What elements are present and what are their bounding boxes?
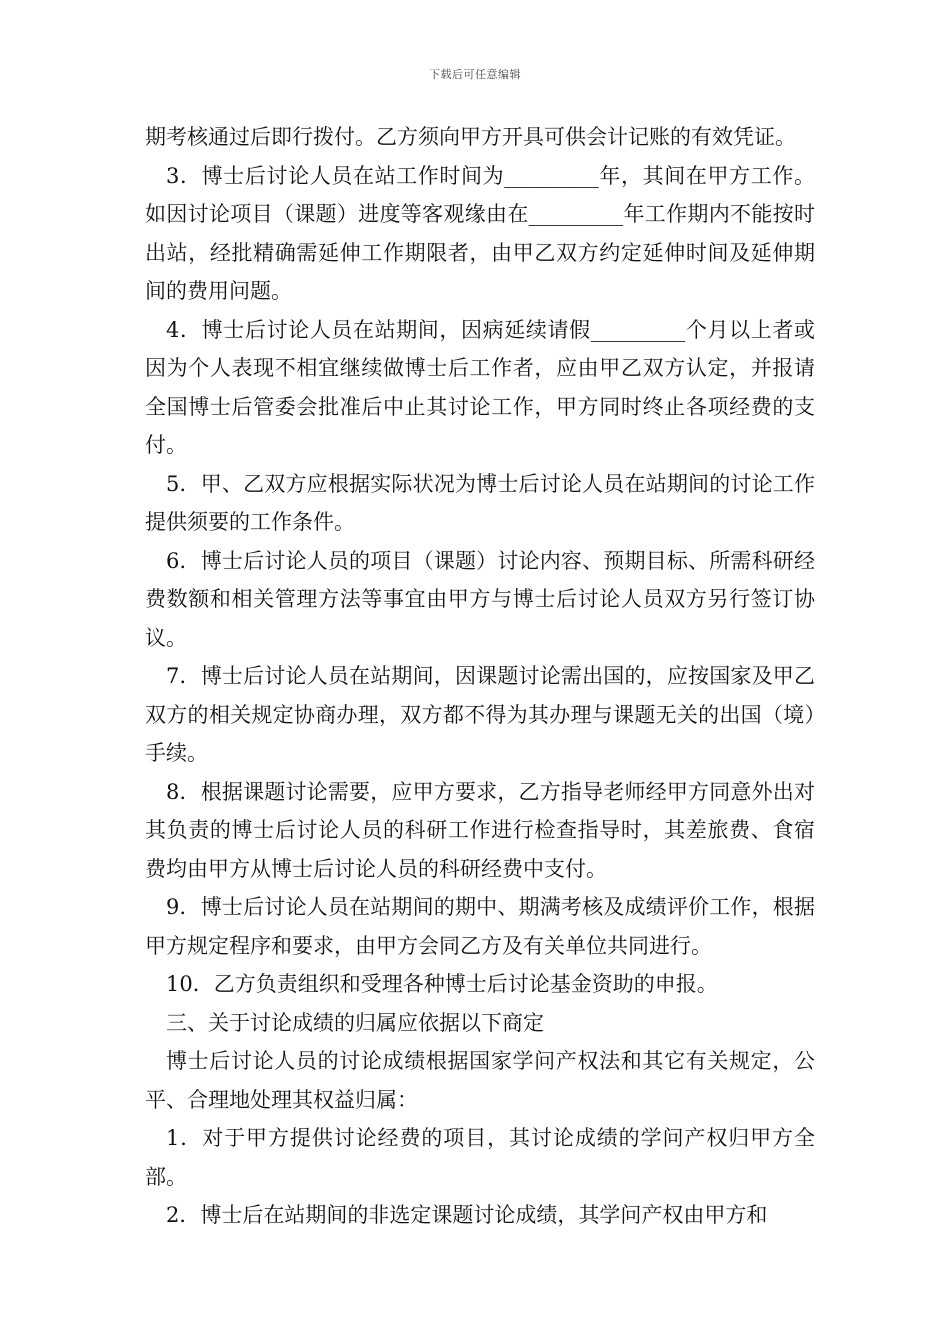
paragraph-item-3: 3．博士后讨论人员在站工作时间为_________年，其间在甲方工作。如因讨论项目（课题）进度等客观缘由在_________年工作期内不能按时出站，经批精确需延伸工作期限者，由甲乙双方约定延伸时间及延伸期间的费用问题。 — [145, 163, 815, 303]
page-header-note: 下载后可任意编辑 — [429, 68, 521, 81]
paragraph-item-10: 10．乙方负责组织和受理各种博士后讨论基金资助的申报。 — [166, 972, 718, 996]
paragraph-item-6: 6．博士后讨论人员的项目（课题）讨论内容、预期目标、所需科研经费数额和相关管理方法等事宜由甲方与博士后讨论人员双方另行签订协议。 — [145, 548, 815, 650]
paragraph-item-9: 9．博士后讨论人员在站期间的期中、期满考核及成绩评价工作，根据甲方规定程序和要求，由甲方会同乙方及有关单位共同进行。 — [145, 895, 815, 958]
paragraph-item-5: 5．甲、乙双方应根据实际状况为博士后讨论人员在站期间的讨论工作提供须要的工作条件。 — [145, 471, 815, 534]
section-heading-3: 三、关于讨论成绩的归属应依据以下商定 — [166, 1010, 544, 1035]
paragraph-item-7: 7．博士后讨论人员在站期间，因课题讨论需出国的，应按国家及甲乙双方的相关规定协商办理，双方都不得为其办理与课题无关的出国（境）手续。 — [145, 664, 815, 765]
paragraph-section-intro: 博士后讨论人员的讨论成绩根据国家学问产权法和其它有关规定，公平、合理地处理其权益归属： — [145, 1049, 815, 1112]
paragraph-item-4: 4．博士后讨论人员在站期间，因病延续请假_________个月以上者或因为个人表现不相宜继续做博士后工作者，应由甲乙双方认定，并报请全国博士后管委会批准后中止其讨论工作，甲方同时终止各项经费的支付。 — [145, 317, 815, 457]
paragraph-ownership-1: 1．对于甲方提供讨论经费的项目，其讨论成绩的学问产权归甲方全部。 — [145, 1126, 815, 1189]
paragraph-continuation: 期考核通过后即行拨付。乙方须向甲方开具可供会计记账的有效凭证。 — [145, 125, 796, 149]
paragraph-ownership-2: 2．博士后在站期间的非选定课题讨论成绩，其学问产权由甲方和 — [166, 1203, 768, 1227]
paragraph-item-8: 8．根据课题讨论需要，应甲方要求，乙方指导老师经甲方同意外出对其负责的博士后讨论人员的科研工作进行检查指导时，其差旅费、食宿费均由甲方从博士后讨论人员的科研经费中支付。 — [145, 779, 815, 881]
document-body — [145, 118, 815, 1235]
